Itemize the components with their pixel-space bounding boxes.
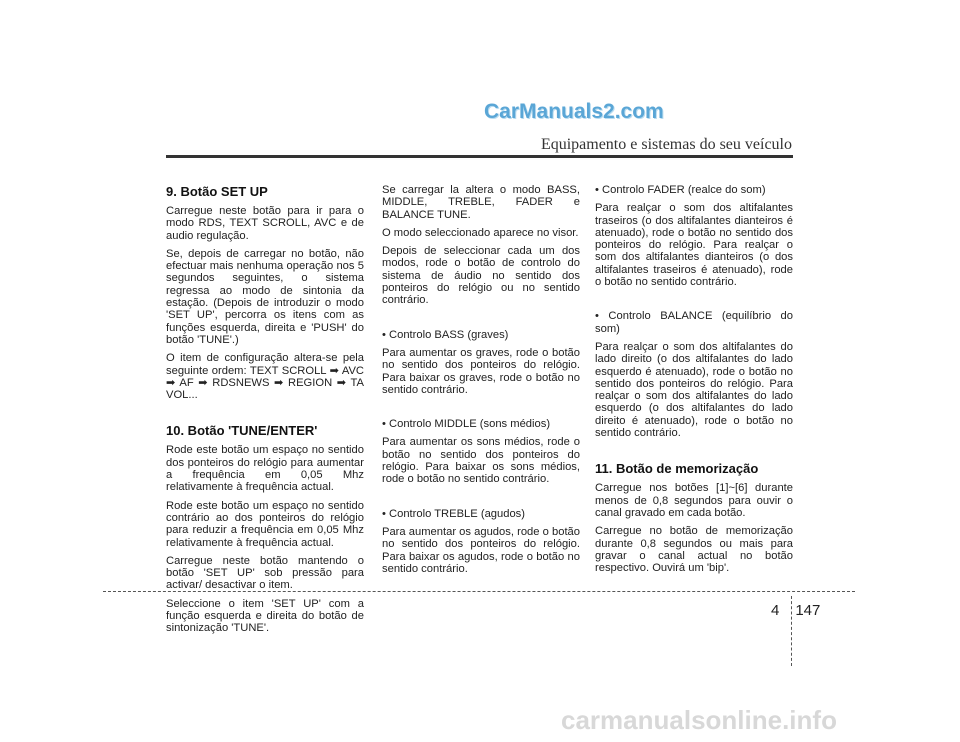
paragraph: Para realçar o som dos altifalantes traseiros (o dos altifalantes dianteiros é atenuado), rode o botão no sentido dos ponteiros do relógio. Para realçar o som dos altifalantes dianteiros (o dos altifalantes traseiros é atenuado), rode o botão no sentido contrário. <box>595 202 793 289</box>
page-number-value: 147 <box>795 602 821 619</box>
column-2 <box>382 184 580 581</box>
paragraph: Para realçar o som dos altifalantes do lado direito (o dos altifalantes do lado esquerdo é atenuado), rode o botão no sentido dos ponteiros do relógio. Para realçar o som dos altifalantes do lado esquerdo (o dos altifalantes do lado direito é atenuado), rode o botão no sentido contrário. <box>595 340 793 440</box>
bullet-item: • Controlo FADER (realce do som) <box>595 184 766 196</box>
paragraph: O item de configuração altera-se pela seguinte ordem: TEXT SCROLL ➡ AVC ➡ AF ➡ RDSNEWS ➡ REGION ➡ TA VOL... <box>166 352 364 402</box>
watermark-logo-bottom: carmanualsonline.info <box>561 705 837 735</box>
paragraph: Para aumentar os sons médios, rode o botão no sentido dos ponteiros do relógio. Para baixar os sons médios, rode o botão no sentido contrário. <box>382 436 580 486</box>
paragraph: Depois de seleccionar cada um dos modos, rode o botão de controlo do sistema de áudio no sentido dos ponteiros do relógio ou no sentido contrário. <box>382 245 580 307</box>
paragraph: Carregue nos botões [1]~[6] durante menos de 0,8 segundos para ouvir o canal gravado em cada botão. <box>595 482 793 519</box>
column-3 <box>595 184 793 580</box>
paragraph: Para aumentar os agudos, rode o botão no sentido dos ponteiros do relógio. Para baixar os agudos, rode o botão no sentido contrário. <box>382 525 580 575</box>
footer-rule <box>103 591 855 592</box>
paragraph: Para aumentar os graves, rode o botão no sentido dos ponteiros do relógio. Para baixar os graves, rode o botão no sentido contrário. <box>382 346 580 396</box>
section-heading: 11. Botão de memorização <box>595 461 759 477</box>
bullet-item: • Controlo MIDDLE (sons médios) <box>382 418 551 431</box>
section-heading: 10. Botão 'TUNE/ENTER' <box>166 423 318 439</box>
paragraph: Se carregar la altera o modo BASS, MIDDLE, TREBLE, FADER e BALANCE TUNE. <box>382 184 580 221</box>
watermark-logo-top: CarManuals2.com <box>484 100 664 123</box>
chapter-number: 4 <box>771 602 780 619</box>
paragraph: Carregue no botão de memorização durante 0,8 segundos ou mais para gravar o canal actual no botão respectivo. Ouvirá um 'bip'. <box>595 525 793 575</box>
paragraph: Seleccione o item 'SET UP' com a função esquerda e direita do botão de sintonização 'TUNE'. <box>166 597 364 635</box>
column-1 <box>166 184 364 641</box>
paragraph: Se, depois de carregar no botão, não efectuar mais nenhuma operação nos 5 segundos seguintes, o sistema regressa ao modo de sintonia da estação. (Depois de introduzir o modo 'SET UP', percorra os itens com as funções esquerda, direita e 'PUSH' do botão 'TUNE'.) <box>166 247 364 346</box>
paragraph: Rode este botão um espaço no sentido contrário ao dos ponteiros do relógio para reduzir a frequência em 0,05 Mhz relativamente à frequência actual. <box>166 499 364 549</box>
header-rule <box>166 155 793 158</box>
paragraph: Carregue neste botão para ir para o modo RDS, TEXT SCROLL, AVC e de audio regulação. <box>166 205 364 242</box>
page-number <box>771 602 820 619</box>
bullet-item: • Controlo BALANCE (equilíbrio do som) <box>595 310 793 335</box>
paragraph: O modo seleccionado aparece no visor. <box>382 226 579 239</box>
bullet-item: • Controlo TREBLE (agudos) <box>382 507 526 520</box>
bullet-item: • Controlo BASS (graves) <box>382 328 509 341</box>
section-heading: 9. Botão SET UP <box>166 184 268 199</box>
chapter-title: Equipamento e sistemas do seu veículo <box>540 136 792 153</box>
paragraph: Carregue neste botão mantendo o botão 'SET UP' sob pressão para activar/ desactivar o item. <box>166 554 364 592</box>
paragraph: Rode este botão um espaço no sentido dos ponteiros do relógio para aumentar a frequência em 0,05 Mhz relativamente à frequência actual. <box>166 444 364 494</box>
